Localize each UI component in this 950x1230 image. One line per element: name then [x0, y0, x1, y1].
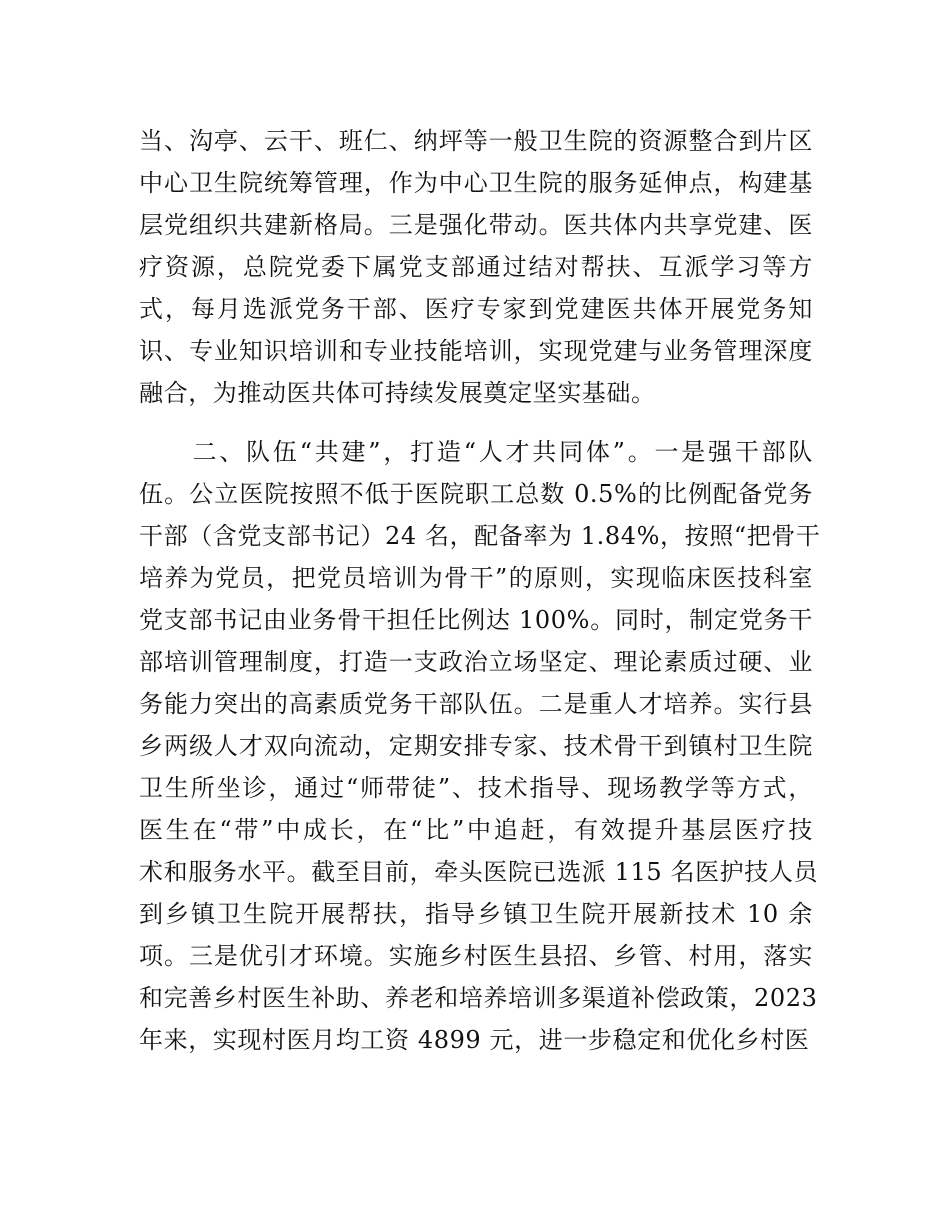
text-line: 部培训管理制度，打造一支政治立场坚定、理论素质过硬、业 — [139, 648, 813, 676]
text-line: 党支部书记由业务骨干担任比例达 100%。同时，制定党务干 — [139, 606, 813, 634]
text-line: 术和服务水平。截至目前，牵头医院已选派 115 名医护技人员 — [139, 858, 819, 886]
text-line: 到乡镇卫生院开展帮扶，指导乡镇卫生院开展新技术 10 余 — [139, 900, 813, 928]
text-line: 中心卫生院统筹管理，作为中心卫生院的服务延伸点，构建基 — [139, 169, 813, 197]
paragraph-2 — [139, 431, 821, 1061]
text-line: 和完善乡村医生补助、养老和培养培训多渠道补偿政策，2023 — [139, 984, 818, 1012]
text-line: 当、沟亭、云干、班仁、纳坪等一般卫生院的资源整合到片区 — [139, 127, 813, 155]
text-line: 识、专业知识培训和专业技能培训，实现党建与业务管理深度 — [139, 337, 813, 365]
text-line: 伍。公立医院按照不低于医院职工总数 0.5%的比例配备党务 — [139, 480, 813, 508]
text-line: 年来，实现村医月均工资 4899 元，进一步稳定和优化乡村医 — [139, 1026, 810, 1054]
text-line: 干部（含党支部书记）24 名，配备率为 1.84%，按照“把骨干 — [139, 522, 821, 550]
text-line: 务能力突出的高素质党务干部队伍。二是重人才培养。实行县 — [139, 690, 813, 718]
text-line: 式，每月选派党务干部、医疗专家到党建医共体开展党务知 — [139, 295, 813, 323]
text-line: 疗资源，总院党委下属党支部通过结对帮扶、互派学习等方 — [139, 253, 813, 281]
text-line: 培养为党员，把党员培训为骨干”的原则，实现临床医技科室 — [139, 564, 813, 592]
text-line: 二、队伍“共建”，打造“人才共同体”。一是强干部队 — [139, 438, 813, 466]
text-line: 项。三是优引才环境。实施乡村医生县招、乡管、村用，落实 — [139, 942, 813, 970]
text-line: 融合，为推动医共体可持续发展奠定坚实基础。 — [139, 379, 656, 407]
text-line: 卫生所坐诊，通过“师带徒”、技术指导、现场教学等方式， — [139, 774, 813, 802]
text-line: 乡两级人才双向流动，定期安排专家、技术骨干到镇村卫生院 — [139, 732, 813, 760]
text-line: 医生在“带”中成长，在“比”中追赶，有效提升基层医疗技 — [139, 816, 813, 844]
text-line: 层党组织共建新格局。三是强化带动。医共体内共享党建、医 — [139, 211, 813, 239]
paragraph-1 — [139, 120, 813, 414]
